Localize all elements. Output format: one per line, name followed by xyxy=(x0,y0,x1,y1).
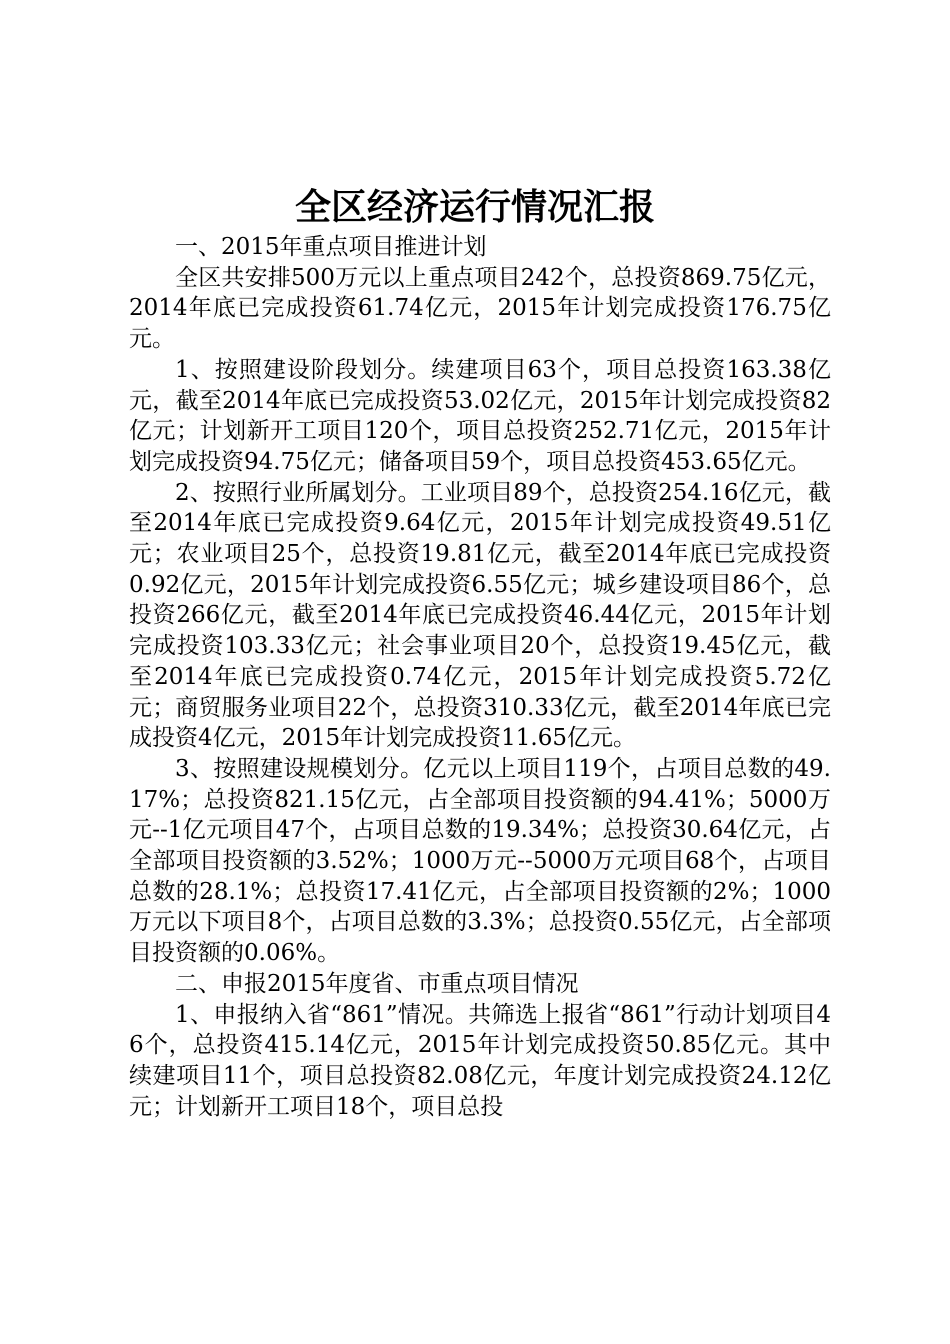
section-heading-2: 二、申报2015年度省、市重点项目情况 xyxy=(175,970,579,997)
paragraph-861-declaration: 1、申报纳入省“861”情况。共筛选上报省“861”行动计划项目46个，总投资415.14亿元，2015年计划完成投资50.85亿元。其中续建项目11个，项目总投资82.08亿元，年度计划完成投资24.12亿元；计划新开工项目18个，项目总投 xyxy=(129,1001,831,1120)
document-title: 全区经济运行情况汇报 xyxy=(294,186,655,228)
paragraph-by-industry: 2、按照行业所属划分。工业项目89个，总投资254.16亿元，截至2014年底已完成投资9.64亿元，2015年计划完成投资49.51亿元；农业项目25个，总投资19.81亿元，截至2014年底已完成投资0.92亿元，2015年计划完成投资6.55亿元；城乡建设项目86个，总投资266亿元，截至2014年底已完成投资46.44亿元，2015年计划完成投资103.33亿元；社会事业项目20个，总投资19.45亿元，截至2014年底已完成投资0.74亿元，2015年计划完成投资5.72亿元；商贸服务业项目22个，总投资310.33亿元，截至2014年底已完成投资4亿元，2015年计划完成投资11.65亿元。 xyxy=(129,479,831,752)
section-heading-1: 一、2015年重点项目推进计划 xyxy=(175,234,487,260)
paragraph-overview: 全区共安排500万元以上重点项目242个，总投资869.75亿元，2014年底已完成投资61.74亿元，2015年计划完成投资176.75亿元。 xyxy=(129,264,831,353)
paragraph-by-scale: 3、按照建设规模划分。亿元以上项目119个，占项目总数的49.17%；总投资821.15亿元，占全部项目投资额的94.41%；5000万元--1亿元项目47个，占项目总数的19.34%；总投资30.64亿元，占全部项目投资额的3.52%；1000万元--5000万元项目68个，占项目总数的28.1%；总投资17.41亿元，占全部项目投资额的2%；1000万元以下项目8个，占项目总数的3.3%；总投资0.55亿元，占全部项目投资额的0.06%。 xyxy=(129,755,831,967)
document-body xyxy=(129,232,831,1122)
paragraph-by-stage: 1、按照建设阶段划分。续建项目63个，项目总投资163.38亿元，截至2014年底已完成投资53.02亿元，2015年计划完成投资82亿元；计划新开工项目120个，项目总投资252.71亿元，2015年计划完成投资94.75亿元；储备项目59个，项目总投资453.65亿元。 xyxy=(129,356,831,475)
